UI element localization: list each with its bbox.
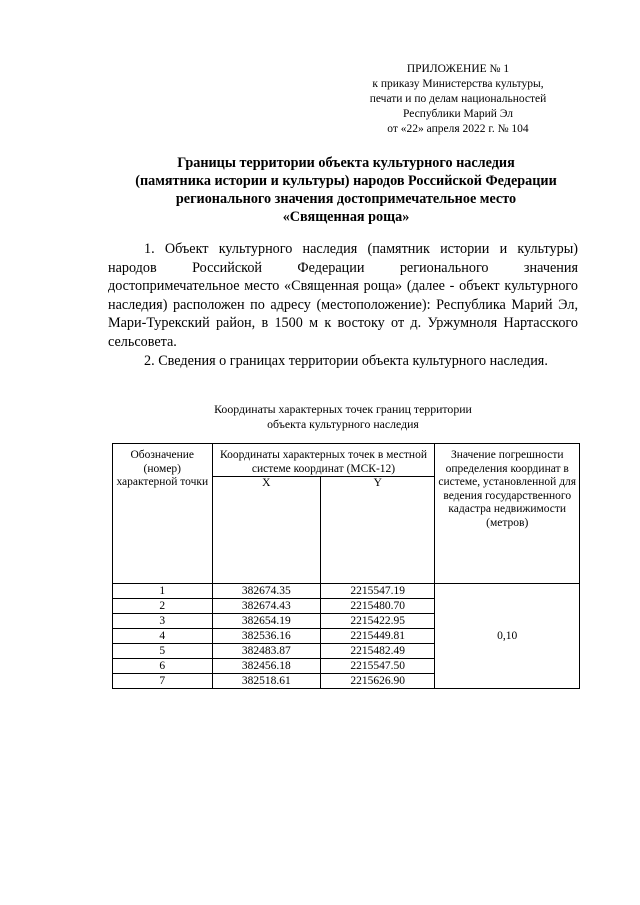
paragraph-location: 1. Объект культурного наследия (памятник истории и культуры) народов Российской Федерации регионального значения достопримечательное место «Священная роща» (далее - объект культурного наследия) расположен по адресу (местоположение): Республика Марий Эл, Мари-Турекский район, в 1500 м к востоку от д. Уржумноля Нартасского сельсовета. bbox=[108, 241, 578, 350]
header-error: Значение погрешности определения координат в системе, установленной для ведения государственного кадастра недвижимости (метров) bbox=[435, 444, 580, 584]
header-coordinates: Координаты характерных точек в местной системе координат (МСК-12) bbox=[212, 444, 435, 477]
coord-x: 382674.43 bbox=[212, 599, 320, 614]
coord-x: 382456.18 bbox=[212, 659, 320, 674]
coord-x: 382518.61 bbox=[212, 674, 320, 689]
caption-line: объекта культурного наследия bbox=[267, 417, 419, 431]
point-number: 6 bbox=[113, 659, 213, 674]
coord-x: 382674.35 bbox=[212, 584, 320, 599]
coord-y: 2215547.50 bbox=[321, 659, 435, 674]
annex-header bbox=[330, 62, 586, 137]
coord-x: 382483.87 bbox=[212, 644, 320, 659]
error-value: 0,10 bbox=[435, 584, 580, 689]
annex-line: Республики Марий Эл bbox=[402, 108, 513, 120]
coord-x: 382654.19 bbox=[212, 614, 320, 629]
coord-y: 2215547.19 bbox=[321, 584, 435, 599]
annex-number: ПРИЛОЖЕНИЕ № 1 bbox=[406, 63, 510, 75]
title-line: «Священная роща» bbox=[282, 209, 410, 225]
header-point: Обозначение (номер) характерной точки bbox=[113, 444, 213, 584]
point-number: 5 bbox=[113, 644, 213, 659]
table-caption bbox=[108, 402, 578, 432]
caption-line: Координаты характерных точек границ территории bbox=[214, 402, 472, 416]
point-number: 3 bbox=[113, 614, 213, 629]
paragraph-boundaries: 2. Сведения о границах территории объекта культурного наследия. bbox=[144, 352, 548, 369]
table-row bbox=[113, 584, 580, 599]
point-number: 7 bbox=[113, 674, 213, 689]
annex-line: к приказу Министерства культуры, bbox=[372, 78, 544, 90]
header-y: Y bbox=[321, 477, 435, 584]
title-line: регионального значения достопримечательное место bbox=[175, 191, 517, 207]
coord-y: 2215449.81 bbox=[321, 629, 435, 644]
coord-y: 2215422.95 bbox=[321, 614, 435, 629]
title-line: Границы территории объекта культурного наследия bbox=[177, 155, 515, 171]
header-x: X bbox=[212, 477, 320, 584]
title-line: (памятника истории и культуры) народов Российской Федерации bbox=[135, 173, 557, 189]
coord-x: 382536.16 bbox=[212, 629, 320, 644]
document-title bbox=[100, 154, 592, 226]
coord-y: 2215480.70 bbox=[321, 599, 435, 614]
body-text bbox=[108, 240, 578, 370]
point-number: 1 bbox=[113, 584, 213, 599]
annex-line: печати и по делам национальностей bbox=[369, 93, 547, 105]
coordinates-table bbox=[112, 443, 580, 689]
coord-y: 2215482.49 bbox=[321, 644, 435, 659]
annex-date: от «22» апреля 2022 г. № 104 bbox=[387, 123, 529, 135]
point-number: 4 bbox=[113, 629, 213, 644]
coord-y: 2215626.90 bbox=[321, 674, 435, 689]
point-number: 2 bbox=[113, 599, 213, 614]
